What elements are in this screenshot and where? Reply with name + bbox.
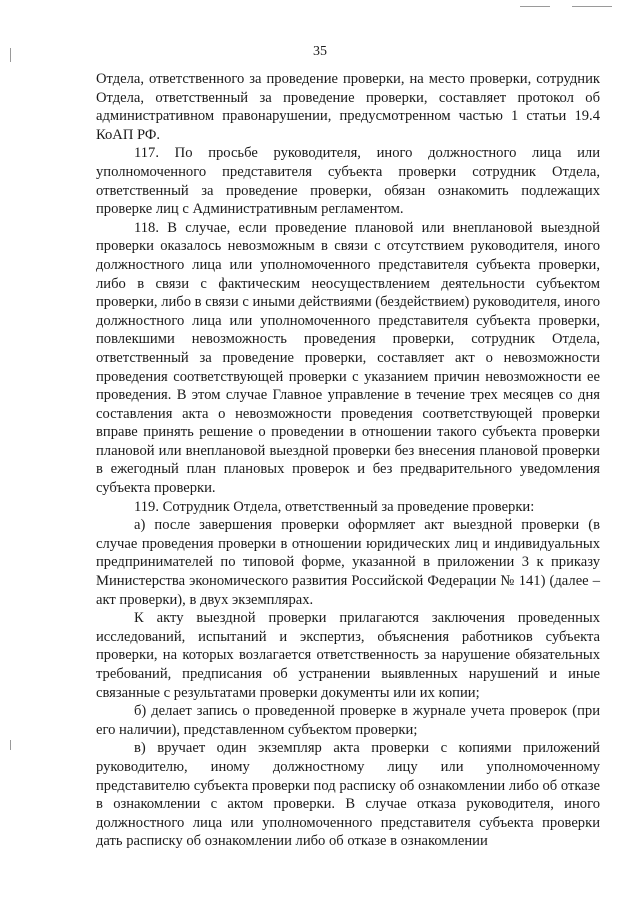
paragraph: 119. Сотрудник Отдела, ответственный за проведение проверки: xyxy=(134,498,535,515)
paragraph: К акту выездной проверки прилагаются заключения проведенных исследований, испытаний и экспертиз, объяснения работников субъекта проверки, на которых возлагается ответственность за нарушение обязательных требований, предписания об устранении выявленных нарушений и иные связанные с результатами проверки документы или их копии; xyxy=(96,610,600,701)
scan-mark-top-right-2 xyxy=(572,6,612,7)
paragraph: а) после завершения проверки оформляет акт выездной проверки (в случае проведения проверки в отношении юридических лиц и индивидуальных предпринимателей по типовой форме, указанной в приложении 3 к приказу Министерства экономического развития Российской Федерации № 141) (далее – акт проверки), в двух экземплярах. xyxy=(96,517,600,608)
paragraph: Отдела, ответственного за проведение проверки, на место проверки, сотрудник Отдела, ответственный за проведение проверки, составляет протокол об административном правонарушении, предусмотренном частью 1 статьи 19.4 КоАП РФ. xyxy=(96,71,600,143)
paragraph: в) вручает один экземпляр акта проверки с копиями приложений руководителю, иному должностному лицу или уполномоченному представителю субъекта проверки под расписку об ознакомлении либо об отказе в ознакомлении с актом проверки. В случае отказа руководителя, иного должностного лица или уполномоченного представителя субъекта проверки дать расписку об ознакомлении либо об отказе в ознакомлении xyxy=(96,740,600,850)
scan-mark-left-lower xyxy=(10,740,11,750)
page-number: 35 xyxy=(313,44,327,59)
paragraph: 117. По просьбе руководителя, иного должностного лица или уполномоченного представителя субъекта проверки сотрудник Отдела, ответственный за проведение проверки, обязан ознакомить подлежащих проверке лиц с Административным регламентом. xyxy=(96,145,600,218)
body-text xyxy=(96,70,600,851)
paragraph: б) делает запись о проведенной проверке в журнале учета проверок (при его наличии), представленном субъектом проверки; xyxy=(96,703,600,738)
scan-mark-top-right xyxy=(520,6,550,7)
paragraph: 118. В случае, если проведение плановой или внеплановой выездной проверки оказалось невозможным в связи с отсутствием руководителя, иного должностного лица или уполномоченного представителя субъекта проверки, либо в связи с фактическим неосуществлением деятельности субъектом проверки, либо в связи с иными действиями (бездействием) руководителя, иного должностного лица или уполномоченного представителя субъекта проверки, повлекшими невозможность проведения проверки, сотрудник Отдела, ответственный за проведение проверки, составляет акт о невозможности проведения соответствующей проверки с указанием причин невозможности ее проведения. В этом случае Главное управление в течение трех месяцев со дня составления акта о невозможности проведения соответствующей проверки вправе принять решение о проведении в отношении такого субъекта проверки плановой или внеплановой выездной проверки без внесения плановой проверки в ежегодный план плановых проверок и без предварительного уведомления субъекта проверки. xyxy=(96,219,600,497)
